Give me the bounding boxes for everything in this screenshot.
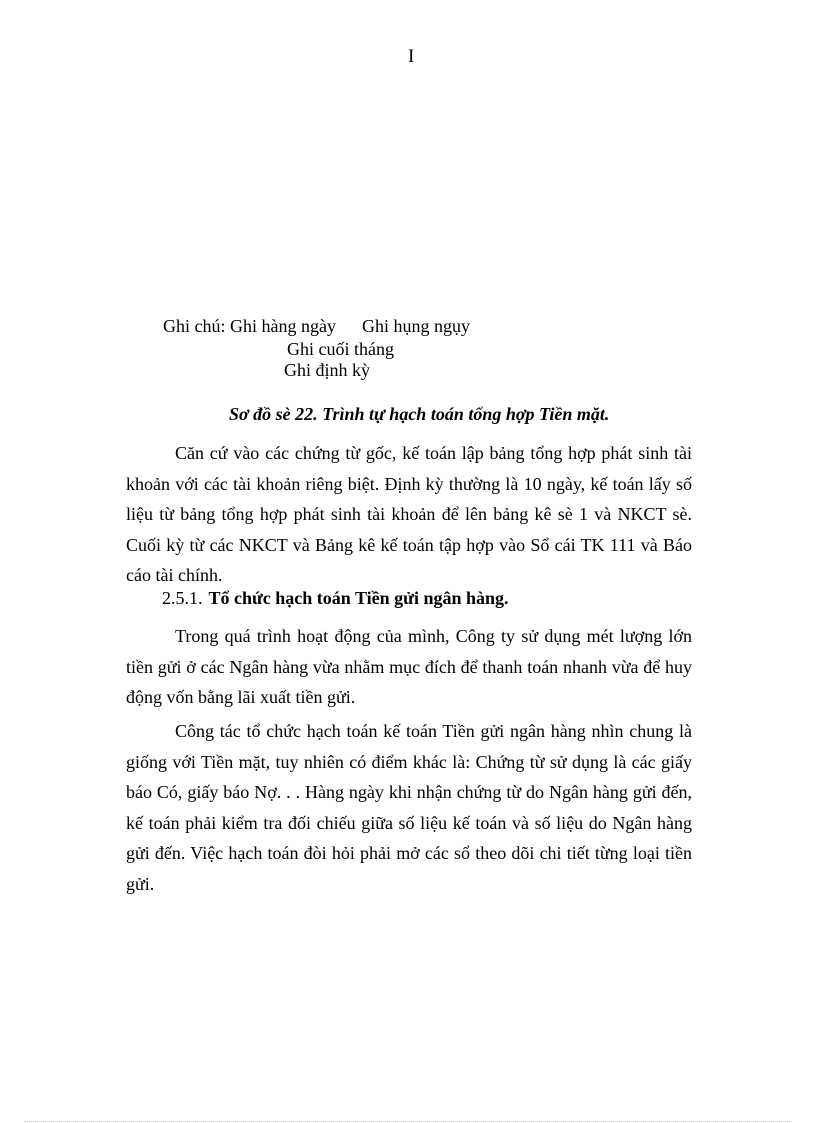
section-heading: [162, 588, 509, 609]
section-number: 2.5.1.: [162, 588, 203, 608]
legend-item-periodic: Ghi định kỳ: [284, 360, 371, 380]
legend-item-contrast: Ghi hụng ngụy: [361, 316, 470, 336]
paragraph: Công tác tổ chức hạch toán kế toán Tiền gửi ngân hàng nhìn chung là giống với Tiền mặt, tuy nhiên có điểm khác là: Chứng từ sử dụng là các giấy báo Có, giấy báo Nợ. . . Hàng ngày khi nhận chứng từ do Ngân hàng gửi đến, kế toán phải kiểm tra đối chiếu giữa số liệu kế toán và số liệu do Ngân hàng gửi đến. Việc hạch toán đòi hỏi phải mở các sổ theo dõi chi tiết từng loại tiền gửi.: [126, 721, 692, 894]
paragraph: Trong quá trình hoạt động của mình, Công ty sử dụng mét lượng lớn tiền gửi ở các Ngân hàng vừa nhằm mục đích để thanh toán nhanh vừa để huy động vốn bằng lãi xuất tiền gửi.: [126, 626, 692, 707]
section-title: Tổ chức hạch toán Tiền gửi ngân hàng.: [208, 588, 509, 608]
legend-label: Ghi chú: Ghi hàng ngày: [163, 316, 336, 336]
diagram-caption: Sơ đồ sè 22. Trình tự hạch toán tổng hợp Tiền mặt.: [229, 404, 610, 424]
page-number: I: [408, 46, 415, 67]
legend-item-month-end: Ghi cuối tháng: [287, 339, 394, 359]
paragraph: Căn cứ vào các chứng từ gốc, kế toán lập bảng tổng hợp phát sinh tài khoản với các tài khoản riêng biệt. Định kỳ thường là 10 ngày, kế toán lấy số liệu từ bảng tổng hợp phát sinh tài khoản để lên bảng kê sè 1 và NKCT sè. Cuối kỳ từ các NKCT và Bảng kê kế toán tập hợp vào Sổ cái TK 111 và Báo cáo tài chính.: [126, 443, 692, 585]
legend-row-1: [163, 316, 470, 337]
page-bottom-divider: [24, 1121, 792, 1122]
